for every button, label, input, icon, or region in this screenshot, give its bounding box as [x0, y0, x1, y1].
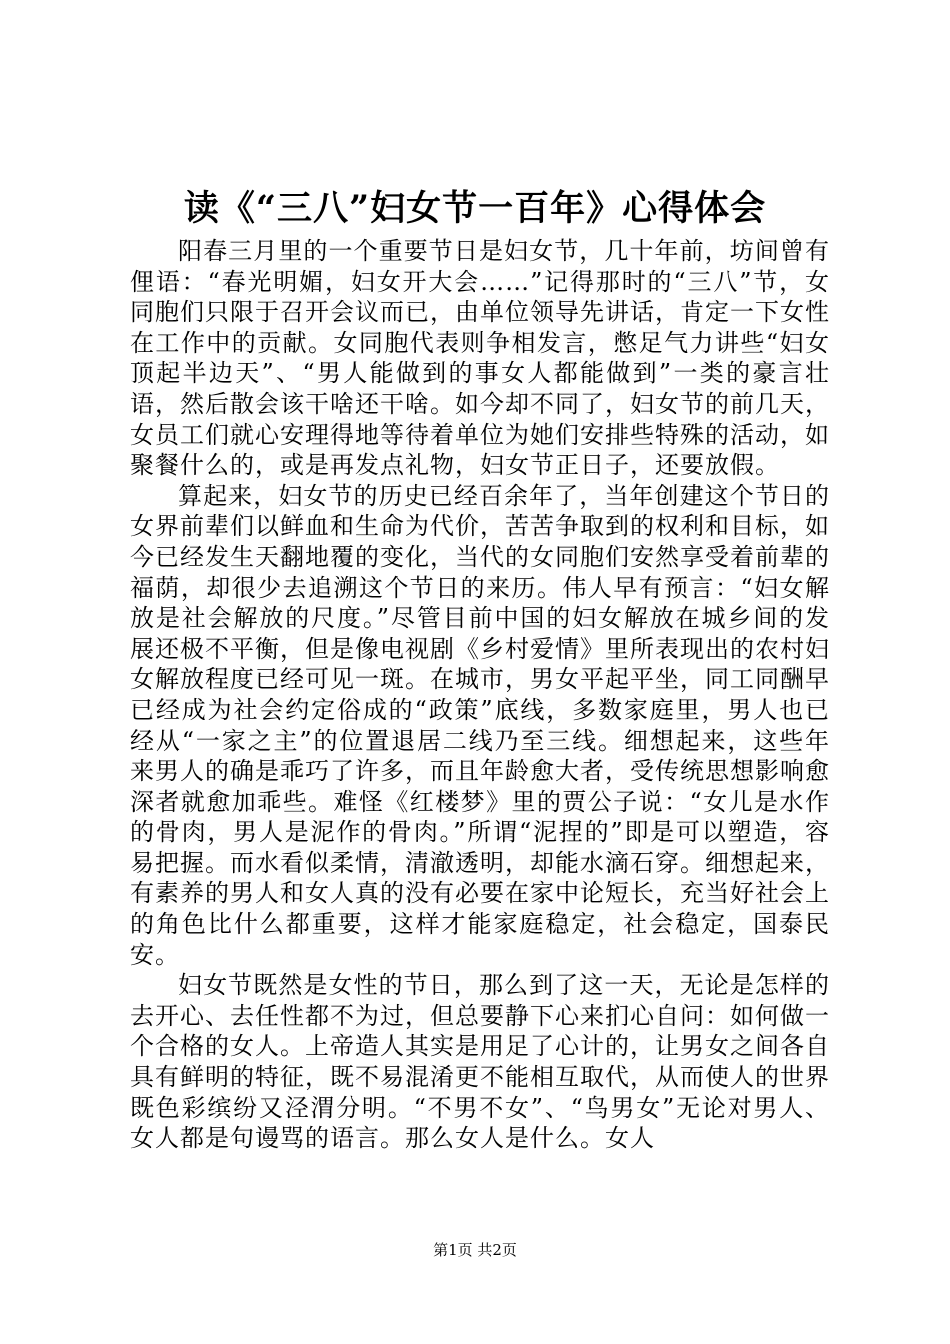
paragraph-2: 算起来，妇女节的历史已经百余年了，当年创建这个节日的女界前辈们以鲜血和生命为代价，苦苦争取到的权利和目标，如今已经发生天翻地覆的变化，当代的女同胞们安然享受着前辈的福荫，却很少去追溯这个节日的来历。伟人早有预言：“妇女解放是社会解放的尺度。”尽管目前中国的妇女解放在城乡间的发展还极不平衡，但是像电视剧《乡村爱情》里所表现出的农村妇女解放程度已经可见一斑。在城市，男女平起平坐，同工同酬早已经成为社会约定俗成的“政策”底线，多数家庭里，男人也已经从“一家之主”的位置退居二线乃至三线。细想起来，这些年来男人的确是乖巧了许多，而且年龄愈大者，受传统思想影响愈深者就愈加乖些。难怪《红楼梦》里的贾公子说：“女儿是水作的骨肉，男人是泥作的骨肉。”所谓“泥捏的”即是可以塑造，容易把握。而水看似柔情，清澈透明，却能水滴石穿。细想起来，有素养的男人和女人真的没有必要在家中论短长，充当好社会上的角色比什么都重要，这样才能家庭稳定，社会稳定，国泰民安。 — [130, 481, 830, 969]
paragraph-1: 阳春三月里的一个重要节日是妇女节，几十年前，坊间曾有俚语：“春光明媚，妇女开大会……”记得那时的“三八”节，女同胞们只限于召开会议而已，由单位领导先讲话，肯定一下女性在工作中的贡献。女同胞代表则争相发言，憋足气力讲些“妇女顶起半边天”、“男人能做到的事女人都能做到”一类的豪言壮语，然后散会该干啥还干啥。如今却不同了，妇女节的前几天，女员工们就心安理得地等待着单位为她们安排些特殊的活动，如聚餐什么的，或是再发点礼物，妇女节正日子，还要放假。 — [130, 237, 830, 480]
document-body — [130, 236, 830, 1154]
document-title: 读《“三八”妇女节一百年》心得体会 — [183, 188, 767, 229]
paragraph-3: 妇女节既然是女性的节日，那么到了这一天，无论是怎样的去开心、去任性都不为过，但总要静下心来扪心自问：如何做一个合格的女人。上帝造人其实是用足了心计的，让男女之间各自具有鲜明的特征，既不易混淆更不能相互取代，从而使人的世界既色彩缤纷又泾渭分明。“不男不女”、“鸟男女”无论对男人、女人都是句谩骂的语言。那么女人是什么。女人 — [130, 971, 830, 1153]
page-footer: 第1页 共2页 — [433, 1241, 517, 1259]
